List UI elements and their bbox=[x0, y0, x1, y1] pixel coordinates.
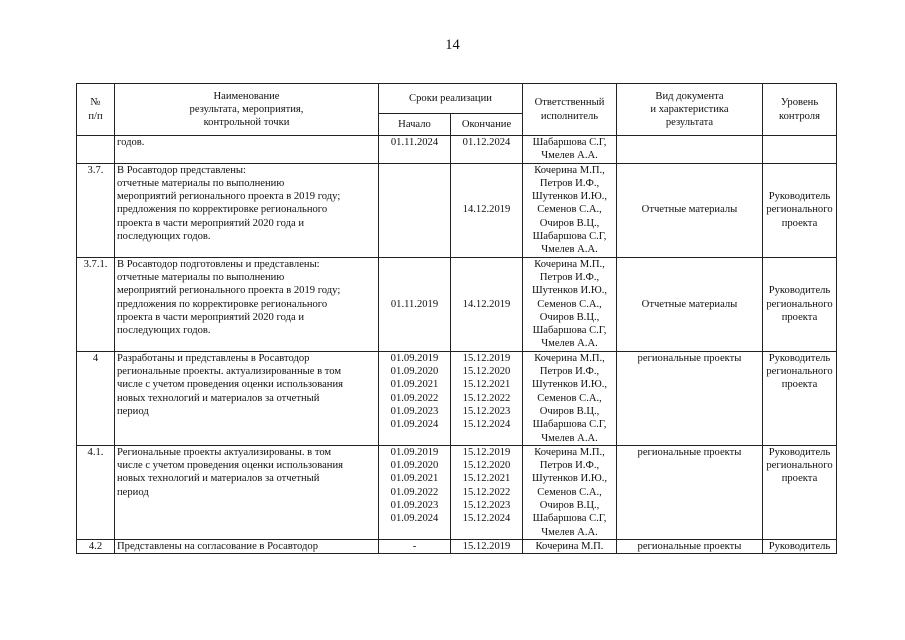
text-line: 01.09.2021 bbox=[390, 379, 439, 391]
text-line: Руководитель bbox=[768, 285, 831, 297]
text-line: Петров И.Ф., bbox=[539, 271, 600, 283]
row-control-level bbox=[763, 257, 837, 351]
text-line: Руководитель bbox=[768, 191, 831, 203]
text-line: Руководитель bbox=[768, 540, 831, 552]
row-control-level bbox=[763, 136, 837, 164]
row-number: 4.2 bbox=[77, 539, 115, 553]
header-end: Окончание bbox=[451, 114, 523, 136]
text-line: 15.12.2019 bbox=[462, 446, 511, 458]
text-line: Руководитель bbox=[768, 352, 831, 364]
text-line: 01.09.2021 bbox=[390, 473, 439, 485]
text-line: 01.09.2019 bbox=[390, 446, 439, 458]
text-line: 01.11.2019 bbox=[390, 298, 439, 310]
text-line: период bbox=[117, 405, 149, 417]
row-start bbox=[379, 136, 451, 164]
text-line: 15.12.2019 bbox=[462, 540, 511, 552]
text-line: 15.12.2024 bbox=[462, 419, 511, 431]
text-line: 15.12.2023 bbox=[462, 500, 511, 512]
text-line: Ответственный bbox=[534, 97, 605, 109]
text-line: 01.09.2019 bbox=[390, 352, 439, 364]
text-line: Петров И.Ф., bbox=[539, 366, 600, 378]
text-line: 01.09.2024 bbox=[390, 513, 439, 525]
text-line: Уровень bbox=[780, 97, 819, 109]
text-line: 01.09.2020 bbox=[390, 366, 439, 378]
text-line: 01.12.2024 bbox=[462, 137, 511, 148]
row-document-type: региональные проекты bbox=[617, 445, 763, 539]
text-line: 01.09.2020 bbox=[390, 460, 439, 472]
row-end bbox=[451, 445, 523, 539]
row-name bbox=[115, 163, 379, 257]
text-line: - bbox=[412, 540, 417, 552]
row-start bbox=[379, 445, 451, 539]
row-number: 3.7.1. bbox=[77, 257, 115, 351]
text-line: Шабаршова С.Г, bbox=[532, 231, 607, 243]
row-control-level bbox=[763, 163, 837, 257]
text-line: числе с учетом проведения оценки использования bbox=[117, 460, 343, 472]
row-end bbox=[451, 136, 523, 164]
text-line: Кочерина М.П. bbox=[535, 540, 604, 552]
row-number bbox=[77, 136, 115, 164]
text-line: проекта bbox=[781, 217, 818, 229]
text-line: регионального bbox=[766, 460, 833, 472]
text-line: Чмелев А.А. bbox=[541, 526, 598, 538]
header-period: Сроки реализации bbox=[379, 84, 523, 114]
row-end bbox=[451, 351, 523, 445]
text-line: новых технологий и материалов за отчетный bbox=[117, 392, 320, 404]
text-line: Шутенков И.Ю., bbox=[531, 191, 608, 203]
text-line: Кочерина М.П., bbox=[534, 258, 605, 270]
text-line: Семенов С.А., bbox=[537, 486, 602, 498]
text-line: Чмелев А.А. bbox=[541, 432, 598, 444]
table-row bbox=[77, 257, 837, 351]
text-line: 01.09.2023 bbox=[390, 500, 439, 512]
text-line: Петров И.Ф., bbox=[539, 177, 600, 189]
row-responsible bbox=[523, 351, 617, 445]
text-line: Чмелев А.А. bbox=[541, 244, 598, 256]
text-line: В Росавтодор подготовлены и представлены: bbox=[117, 258, 320, 270]
text-line: 01.09.2022 bbox=[390, 392, 439, 404]
row-number: 4.1. bbox=[77, 445, 115, 539]
row-document-type: региональные проекты bbox=[617, 539, 763, 553]
row-responsible bbox=[523, 445, 617, 539]
text-line: 01.11.2024 bbox=[390, 137, 439, 148]
header-name bbox=[115, 84, 379, 136]
row-control-level bbox=[763, 539, 837, 553]
text-line: Вид документа bbox=[655, 90, 724, 102]
text-line: Чмелев А.А. bbox=[541, 338, 598, 350]
text-line: проекта в части мероприятий 2020 года и bbox=[117, 217, 304, 229]
row-end bbox=[451, 163, 523, 257]
text-line: Шабаршова С.Г, bbox=[532, 513, 607, 525]
header-document-type bbox=[617, 84, 763, 136]
row-number: 3.7. bbox=[77, 163, 115, 257]
row-name bbox=[115, 351, 379, 445]
text-line: годов. bbox=[117, 137, 145, 148]
row-document-type: Отчетные материалы bbox=[617, 257, 763, 351]
text-line: новых технологий и материалов за отчетный bbox=[117, 473, 320, 485]
implementation-plan-table bbox=[76, 83, 837, 554]
row-responsible bbox=[523, 136, 617, 164]
text-line: мероприятий регионального проекта в 2019 году; bbox=[117, 191, 341, 203]
text-line: последующих годов. bbox=[117, 231, 211, 243]
text-line: отчетные материалы по выполнению bbox=[117, 177, 285, 189]
text-line: Разработаны и представлены в Росавтодор bbox=[117, 352, 310, 364]
text-line: регионального bbox=[766, 366, 833, 378]
header-start: Начало bbox=[379, 114, 451, 136]
text-line: проекта bbox=[781, 473, 818, 485]
text-line: отчетные материалы по выполнению bbox=[117, 271, 285, 283]
text-line: 15.12.2022 bbox=[462, 486, 511, 498]
text-line: Очиров В.Ц., bbox=[539, 217, 600, 229]
header-number bbox=[77, 84, 115, 136]
row-start bbox=[379, 257, 451, 351]
text-line: Наименование bbox=[213, 90, 280, 102]
text-line: исполнитель bbox=[540, 110, 599, 122]
text-line: Шутенков И.Ю., bbox=[531, 285, 608, 297]
text-line: Очиров В.Ц., bbox=[539, 405, 600, 417]
text-line: проекта bbox=[781, 379, 818, 391]
table-row bbox=[77, 136, 837, 164]
row-name bbox=[115, 539, 379, 553]
text-line: результата bbox=[665, 117, 714, 129]
text-line: Шутенков И.Ю., bbox=[531, 473, 608, 485]
text-line: мероприятий регионального проекта в 2019 году; bbox=[117, 285, 341, 297]
row-number: 4 bbox=[77, 351, 115, 445]
row-control-level bbox=[763, 445, 837, 539]
text-line: 15.12.2022 bbox=[462, 392, 511, 404]
text-line: 15.12.2023 bbox=[462, 405, 511, 417]
row-start bbox=[379, 163, 451, 257]
row-document-type: региональные проекты bbox=[617, 351, 763, 445]
text-line: Семенов С.А., bbox=[537, 204, 602, 216]
table-row bbox=[77, 351, 837, 445]
text-line: 01.09.2024 bbox=[390, 419, 439, 431]
text-line: предложения по корректировке регионального bbox=[117, 204, 328, 216]
text-line: 01.09.2023 bbox=[390, 405, 439, 417]
text-line: регионального bbox=[766, 298, 833, 310]
text-line: Семенов С.А., bbox=[537, 298, 602, 310]
text-line: Кочерина М.П., bbox=[534, 352, 605, 364]
text-line: Шабаршова С.Г, bbox=[532, 325, 607, 337]
row-document-type: Отчетные материалы bbox=[617, 163, 763, 257]
text-line: Представлены на согласование в Росавтодор bbox=[117, 540, 318, 552]
row-start bbox=[379, 351, 451, 445]
text-line: Региональные проекты актуализированы. в том bbox=[117, 446, 332, 458]
text-line: Кочерина М.П., bbox=[534, 164, 605, 176]
text-line: 14.12.2019 bbox=[462, 298, 511, 310]
table-row bbox=[77, 163, 837, 257]
text-line: Петров И.Ф., bbox=[539, 460, 600, 472]
row-name bbox=[115, 257, 379, 351]
text-line: Очиров В.Ц., bbox=[539, 500, 600, 512]
row-responsible bbox=[523, 257, 617, 351]
text-line: Чмелев А.А. bbox=[541, 150, 598, 162]
text-line: В Росавтодор представлены: bbox=[117, 164, 246, 176]
row-name bbox=[115, 136, 379, 164]
text-line: 15.12.2020 bbox=[462, 460, 511, 472]
text-line: контрольной точки bbox=[203, 117, 290, 129]
row-end bbox=[451, 257, 523, 351]
text-line: проекта в части мероприятий 2020 года и bbox=[117, 311, 304, 323]
text-line: проекта bbox=[781, 311, 818, 323]
text-line: № bbox=[90, 97, 101, 109]
text-line: 15.12.2021 bbox=[462, 379, 511, 391]
row-start bbox=[379, 539, 451, 553]
text-line: Семенов С.А., bbox=[537, 392, 602, 404]
row-control-level bbox=[763, 351, 837, 445]
text-line: Руководитель bbox=[768, 446, 831, 458]
row-name bbox=[115, 445, 379, 539]
header-responsible bbox=[523, 84, 617, 136]
row-responsible bbox=[523, 163, 617, 257]
text-line: 14.12.2019 bbox=[462, 204, 511, 216]
text-line: региональные проекты. актуализированные в том bbox=[117, 366, 342, 378]
text-line: предложения по корректировке регионального bbox=[117, 298, 328, 310]
text-line: Очиров В.Ц., bbox=[539, 311, 600, 323]
text-line: 15.12.2019 bbox=[462, 352, 511, 364]
text-line: п/п bbox=[88, 110, 103, 122]
text-line: регионального bbox=[766, 204, 833, 216]
text-line: результата, мероприятия, bbox=[189, 103, 304, 115]
table-row bbox=[77, 445, 837, 539]
text-line: контроля bbox=[779, 110, 820, 122]
row-document-type bbox=[617, 136, 763, 164]
text-line: 15.12.2024 bbox=[462, 513, 511, 525]
row-responsible bbox=[523, 539, 617, 553]
header-control-level bbox=[763, 84, 837, 136]
table-row bbox=[77, 539, 837, 553]
text-line: 01.09.2022 bbox=[390, 486, 439, 498]
row-end bbox=[451, 539, 523, 553]
page-number: 14 bbox=[445, 37, 460, 53]
text-line: Кочерина М.П., bbox=[534, 446, 605, 458]
text-line: числе с учетом проведения оценки использования bbox=[117, 379, 343, 391]
text-line: 15.12.2021 bbox=[462, 473, 511, 485]
text-line: период bbox=[117, 486, 149, 498]
text-line: и характеристика bbox=[650, 103, 729, 115]
text-line: последующих годов. bbox=[117, 325, 211, 337]
text-line: Шабаршова С.Г, bbox=[532, 137, 607, 148]
text-line: Шабаршова С.Г, bbox=[532, 419, 607, 431]
text-line: Шутенков И.Ю., bbox=[531, 379, 608, 391]
text-line: 15.12.2020 bbox=[462, 366, 511, 378]
